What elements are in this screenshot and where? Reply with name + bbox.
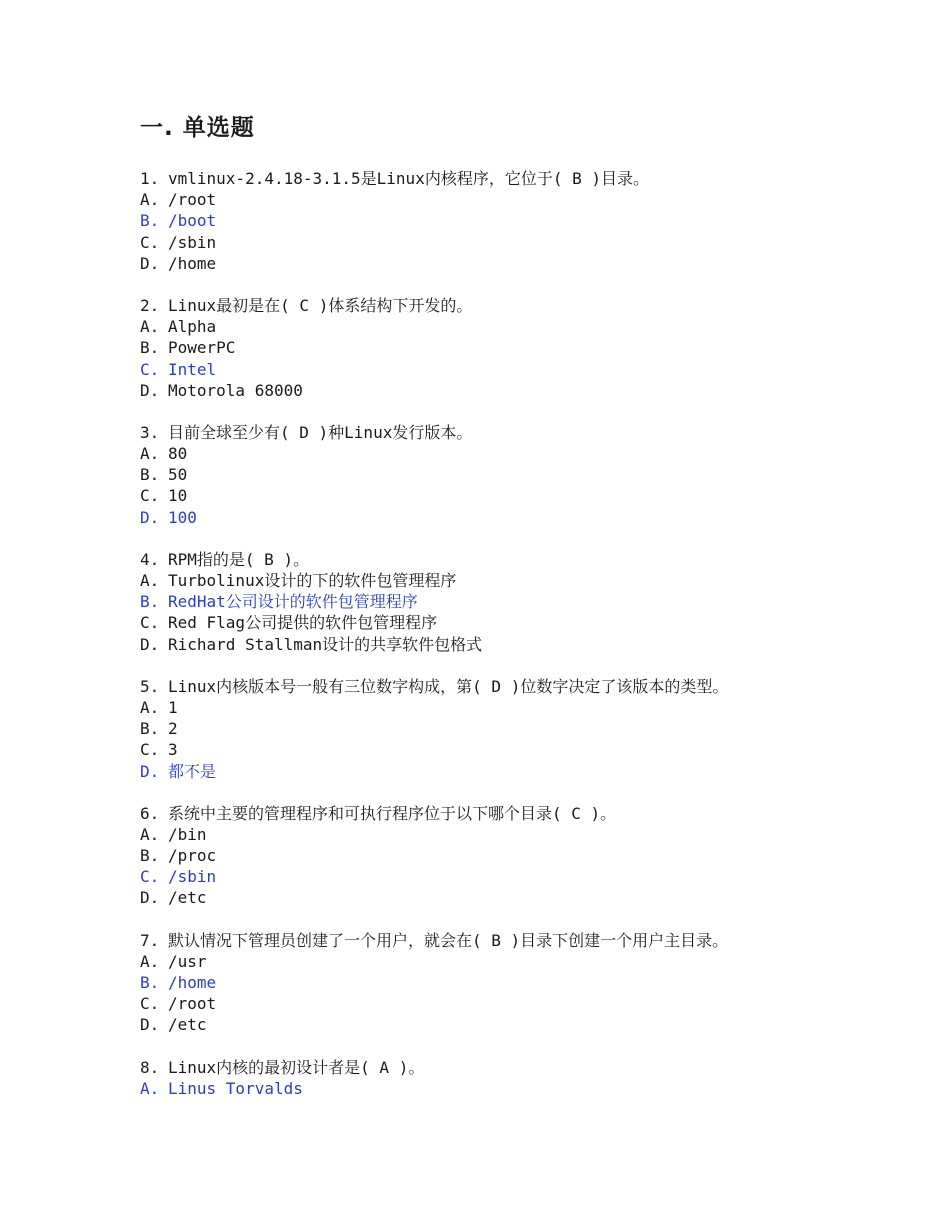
option-letter: B. [140, 592, 160, 612]
question-text: 默认情况下管理员创建了一个用户，就会在( B )目录下创建一个用户主目录。 [168, 930, 729, 950]
question-stem [140, 930, 920, 951]
question-number: 4. [140, 549, 160, 569]
option-letter: B. [140, 846, 160, 866]
option-text: /sbin [168, 232, 217, 252]
answer-option [140, 887, 920, 908]
option-letter: D. [140, 888, 160, 908]
option-text: /bin [168, 824, 207, 844]
answer-option [140, 824, 920, 845]
option-text: PowerPC [168, 338, 236, 358]
question-text: RPM指的是( B )。 [168, 549, 310, 569]
question-item [140, 1057, 920, 1099]
option-letter: A. [140, 190, 160, 210]
question-number: 7. [140, 930, 160, 950]
question-item [140, 422, 920, 528]
answer-option [140, 612, 920, 633]
answer-option [140, 189, 920, 210]
option-text: 10 [168, 486, 188, 506]
question-number: 3. [140, 422, 160, 442]
option-letter: A. [140, 571, 160, 590]
correct-option [140, 1078, 920, 1099]
option-letter: A. [140, 951, 160, 971]
answer-option [140, 232, 920, 253]
option-letter: C. [140, 359, 160, 379]
answer-option [140, 380, 920, 401]
option-text: /boot [168, 211, 217, 231]
option-text: 80 [168, 444, 188, 464]
option-letter: D. [140, 507, 160, 527]
question-item [140, 930, 920, 1036]
option-text: 2 [168, 719, 178, 739]
option-text: /proc [168, 846, 217, 866]
option-text: /etc [168, 1015, 207, 1035]
answer-option [140, 464, 920, 485]
option-text: /root [168, 994, 217, 1014]
question-number: 1. [140, 169, 160, 188]
option-letter: B. [140, 973, 160, 992]
answer-option [140, 634, 920, 655]
question-item [140, 676, 920, 782]
option-letter: A. [140, 317, 160, 337]
option-text: Intel [168, 359, 217, 379]
option-letter: A. [140, 824, 160, 844]
question-item [140, 295, 920, 401]
option-text: 3 [168, 740, 178, 760]
option-text: /sbin [168, 867, 217, 887]
option-letter: C. [140, 486, 160, 506]
correct-option [140, 591, 920, 612]
option-letter: D. [140, 1015, 160, 1035]
question-stem [140, 803, 920, 824]
option-text: /etc [168, 888, 207, 908]
answer-option [140, 845, 920, 866]
question-stem [140, 549, 920, 570]
option-letter: C. [140, 867, 160, 887]
question-number: 5. [140, 676, 160, 696]
option-letter: A. [140, 1078, 160, 1098]
question-stem [140, 422, 920, 443]
question-number: 2. [140, 295, 160, 315]
question-item [140, 549, 920, 655]
question-stem [140, 295, 920, 316]
option-text: 1 [168, 697, 178, 717]
option-letter: B. [140, 465, 160, 485]
question-item [140, 803, 920, 909]
option-letter: D. [140, 761, 160, 781]
option-letter: C. [140, 740, 160, 760]
option-text: 50 [168, 465, 188, 485]
option-letter: C. [140, 232, 160, 252]
question-list [140, 168, 920, 1099]
question-text: 系统中主要的管理程序和可执行程序位于以下哪个目录( C )。 [168, 803, 617, 823]
option-letter: A. [140, 444, 160, 464]
question-stem [140, 1057, 920, 1078]
option-text: /home [168, 253, 217, 273]
correct-option [140, 972, 920, 993]
option-letter: D. [140, 253, 160, 273]
option-letter: B. [140, 211, 160, 231]
option-letter: C. [140, 994, 160, 1014]
correct-option [140, 359, 920, 380]
question-text: vmlinux-2.4.18-3.1.5是Linux内核程序，它位于( B )目录。 [168, 169, 649, 188]
option-letter: C. [140, 613, 160, 633]
option-text: Motorola 68000 [168, 380, 303, 400]
option-text: 100 [168, 507, 197, 527]
question-stem [140, 676, 920, 697]
option-text: /home [168, 973, 217, 992]
answer-option [140, 337, 920, 358]
correct-option [140, 507, 920, 528]
answer-option [140, 993, 920, 1014]
answer-option [140, 443, 920, 464]
correct-option [140, 761, 920, 782]
question-text: Linux内核的最初设计者是( A )。 [168, 1057, 425, 1077]
option-text: /usr [168, 951, 207, 971]
option-text: Richard Stallman设计的共享软件包格式 [168, 634, 483, 654]
section-title: 一. 单选题 [140, 115, 255, 141]
answer-option [140, 316, 920, 337]
option-letter: D. [140, 634, 160, 654]
answer-option [140, 253, 920, 274]
question-number: 6. [140, 803, 160, 823]
option-text: /root [168, 190, 217, 210]
option-text: 都不是 [168, 761, 217, 781]
question-stem [140, 168, 920, 189]
answer-option [140, 739, 920, 760]
answer-option [140, 718, 920, 739]
option-text: Turbolinux设计的下的软件包管理程序 [168, 571, 457, 590]
answer-option [140, 951, 920, 972]
question-text: Linux最初是在( C )体系结构下开发的。 [168, 295, 473, 315]
option-letter: D. [140, 380, 160, 400]
option-text: Linus Torvalds [168, 1078, 303, 1098]
question-item [140, 168, 920, 274]
answer-option [140, 697, 920, 718]
question-text: Linux内核版本号一般有三位数字构成，第( D )位数字决定了该版本的类型。 [168, 676, 729, 696]
option-letter: B. [140, 719, 160, 739]
correct-option [140, 866, 920, 887]
option-text: Alpha [168, 317, 217, 337]
option-text: Red Flag公司提供的软件包管理程序 [168, 613, 438, 633]
answer-option [140, 570, 920, 591]
option-letter: A. [140, 697, 160, 717]
question-text: 目前全球至少有( D )种Linux发行版本。 [168, 422, 473, 442]
answer-option [140, 485, 920, 506]
answer-option [140, 1014, 920, 1035]
correct-option [140, 210, 920, 231]
document-page [140, 112, 920, 1120]
option-letter: B. [140, 338, 160, 358]
question-number: 8. [140, 1057, 160, 1077]
option-text: RedHat公司设计的软件包管理程序 [168, 592, 418, 612]
